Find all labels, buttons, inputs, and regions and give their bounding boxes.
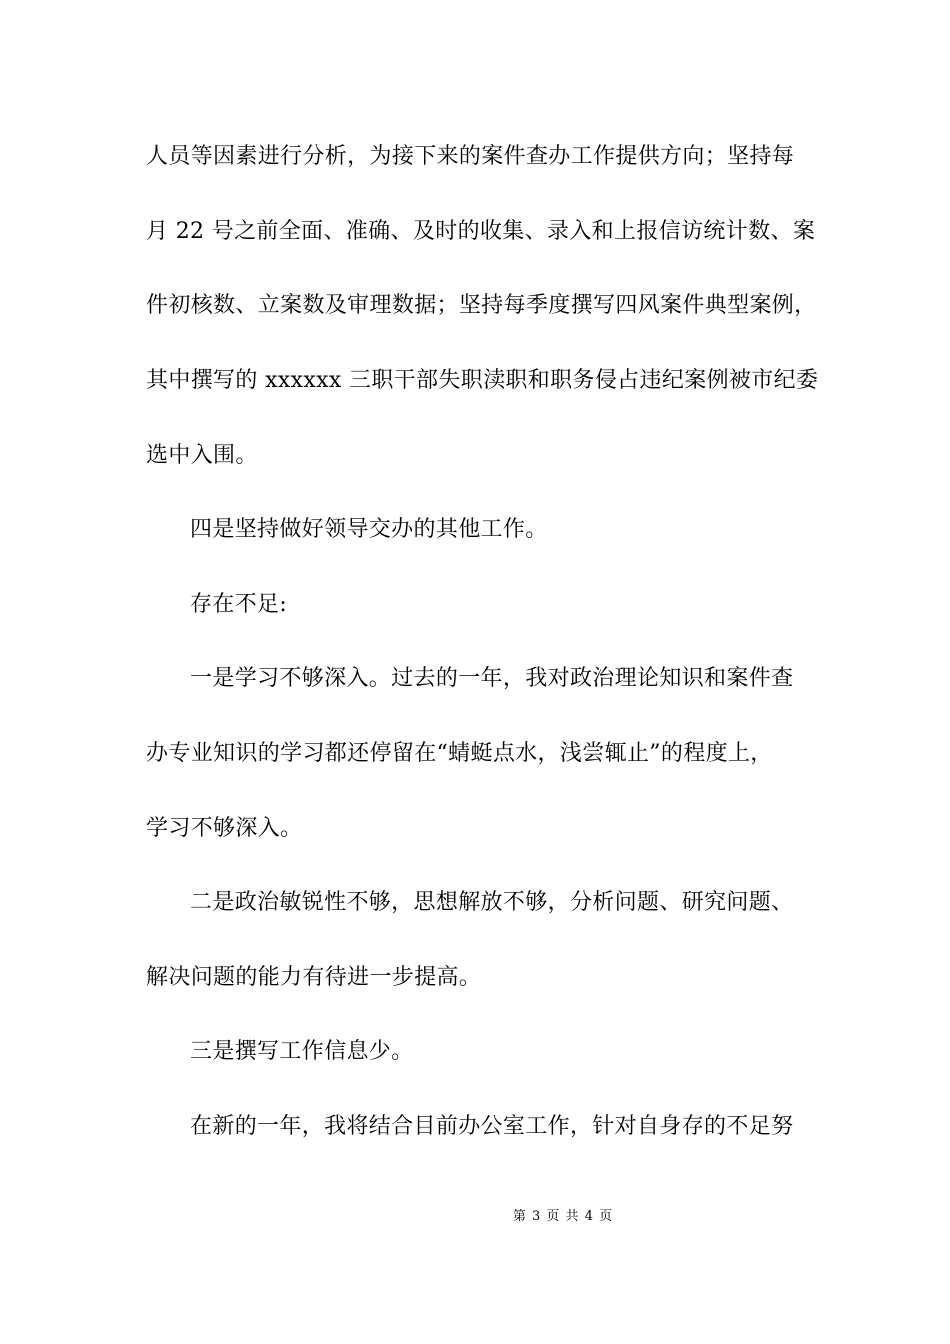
- paragraph-first-line: 一是学习不够深入。过去的一年，我对政治理论知识和案件查: [190, 666, 794, 691]
- body-text-line: 月 22 号之前全面、准确、及时的收集、录入和上报信访统计数、案: [146, 219, 816, 244]
- body-text-line: 人员等因素进行分析，为接下来的案件查办工作提供方向；坚持每: [146, 144, 795, 169]
- paragraph-first-line: 二是政治敏锐性不够，思想解放不够，分析问题、研究问题、: [190, 890, 794, 915]
- body-text-line: 其中撰写的 xxxxxx 三职干部失职渎职和职务侵占违纪案例被市纪委: [146, 368, 819, 393]
- body-text-line: 解决问题的能力有待进一步提高。: [146, 965, 482, 990]
- body-text-line: 选中入围。: [146, 443, 258, 468]
- page-number-footer: 第 3 页 共 4 页: [512, 1209, 614, 1224]
- body-text-line: 办专业知识的学习都还停留在“蜻蜓点水，浅尝辄止”的程度上，: [146, 741, 773, 766]
- paragraph-first-line: 四是坚持做好领导交办的其他工作。: [190, 517, 548, 542]
- body-text-line: 件初核数、立案数及审理数据；坚持每季度撰写四风案件典型案例，: [146, 293, 817, 318]
- section-heading: 存在不足:: [190, 592, 288, 617]
- paragraph-first-line: 三是撰写工作信息少。: [190, 1039, 414, 1064]
- body-text-line: 学习不够深入。: [146, 816, 303, 841]
- paragraph-first-line: 在新的一年，我将结合目前办公室工作，针对自身存的不足努: [190, 1114, 794, 1139]
